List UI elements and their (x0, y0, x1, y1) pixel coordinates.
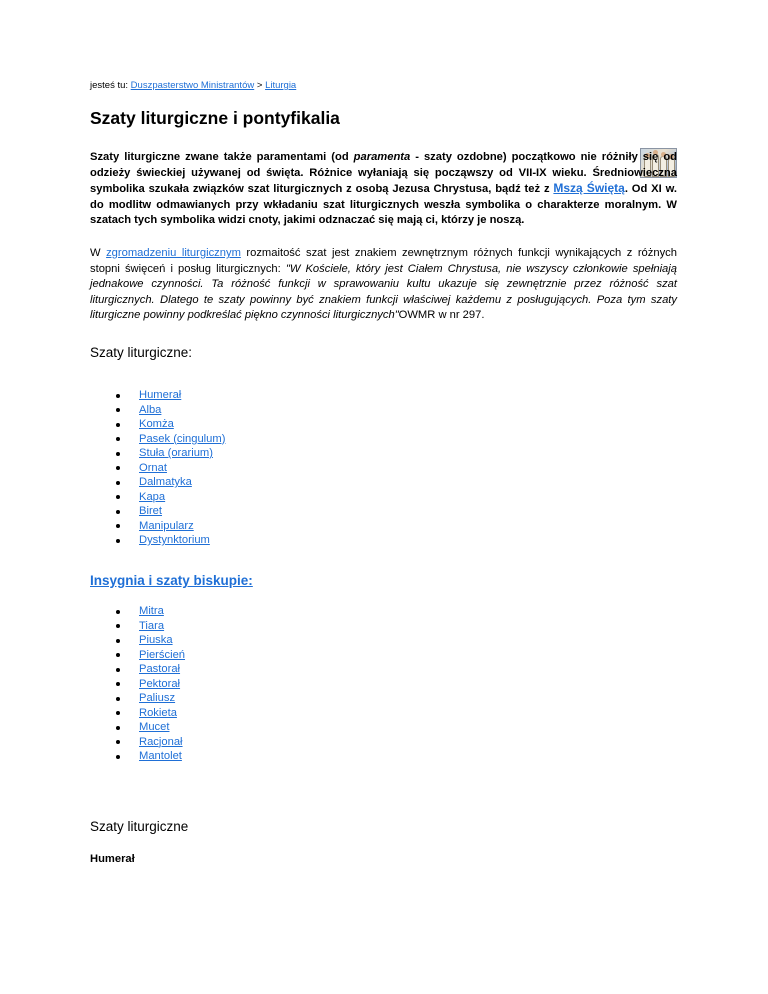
breadcrumb-separator: > (256, 80, 263, 91)
list-item-link[interactable]: Dystynktorium (139, 534, 210, 546)
list-item (114, 461, 225, 476)
breadcrumb (90, 80, 296, 91)
para2-text-3: OWMR w nr 297. (398, 309, 485, 322)
vestments-heading: Szaty liturgiczne: (90, 345, 193, 360)
para2-text-1: W (90, 247, 107, 259)
list-item-link[interactable]: Pasek (cingulum) (139, 432, 226, 445)
list-item-link[interactable]: Mantolet (139, 750, 182, 762)
zgromadzenie-link[interactable]: zgromadzeniu liturgicznym (106, 247, 241, 259)
list-item (114, 519, 225, 534)
list-item-link[interactable]: Pektorał (139, 677, 181, 690)
owmr-quote: "W Kościele, który jest Ciałem Chrystusa, nie wszyscy członkowie spełniają jednakowe czynności. Ta różność funkcji w sprawowaniu kultu ukazuje się zewnętrznie przez różność szat liturgicznych. Dlatego te szaty powinny być znakiem funkcji właściwej każdemu z posługujących. Poza tym szaty liturgiczne powinny podkreślać piękno czynności liturgicznych" (90, 262, 677, 322)
list-item (114, 417, 225, 432)
list-item-link[interactable]: Biret (139, 505, 163, 517)
section-subheading-humeral: Humerał (90, 853, 135, 865)
list-item-link[interactable]: Stuła (orarium) (139, 447, 213, 459)
intro-text-3: . Od XI w. do modlitw odmawianych przy wkładaniu szat liturgicznych weszła symbolika o charakterze moralnym. W szatach tych symbolika widzi cnoty, jakimi odznaczać się mają ci, którzy je noszą. (90, 183, 677, 227)
intro-text-2: - szaty ozdobne) początkowo nie różniły się od odzieży świeckiej używanej od święta. Różnice wyłaniają się począwszy od VII-IX wieku. Średniowieczna symbolika szukała związków szat liturgicznych z osobą Jezusa Chrystusa, bądź też z (90, 151, 677, 196)
list-item-link[interactable]: Humerał (139, 389, 182, 401)
list-item-link[interactable]: Alba (139, 403, 162, 416)
list-item-link[interactable]: Tiara (139, 619, 165, 632)
list-item (114, 504, 225, 519)
assembly-paragraph (90, 246, 677, 324)
list-item-link[interactable]: Pierścień (139, 648, 186, 661)
list-item-link[interactable]: Kapa (139, 490, 166, 503)
list-item-link[interactable]: Komża (139, 418, 174, 430)
page-title: Szaty liturgiczne i pontyfikalia (90, 108, 340, 128)
list-item-link[interactable]: Pastorał (139, 663, 181, 675)
breadcrumb-link-liturgia[interactable]: Liturgia (265, 80, 297, 91)
vestments-list (114, 388, 225, 548)
list-item (114, 706, 185, 721)
list-item (114, 475, 225, 490)
list-item (114, 432, 225, 447)
intro-text-1: Szaty liturgiczne zwane także paramentami (od (90, 151, 354, 163)
list-item (114, 604, 185, 619)
msza-swieta-link[interactable]: Mszą Świętą (553, 181, 625, 196)
list-item (114, 735, 185, 750)
list-item-link[interactable]: Mitra (139, 605, 164, 617)
list-item (114, 446, 225, 461)
list-item (114, 388, 225, 403)
breadcrumb-link-ministranci[interactable]: Duszpasterstwo Ministrantów (130, 80, 255, 91)
list-item (114, 490, 225, 505)
bishop-insignia-heading[interactable]: Insygnia i szaty biskupie: (90, 573, 253, 588)
breadcrumb-prefix: jesteś tu: (90, 80, 129, 91)
list-item (114, 691, 185, 706)
list-item-link[interactable]: Manipularz (139, 519, 194, 532)
list-item (114, 619, 185, 634)
list-item-link[interactable]: Mucet (139, 721, 170, 733)
list-item-link[interactable]: Rokieta (139, 706, 177, 719)
section-heading-vestments: Szaty liturgiczne (90, 819, 189, 834)
list-item (114, 662, 185, 677)
intro-italic-term: paramenta (353, 151, 411, 163)
list-item (114, 677, 185, 692)
list-item-link[interactable]: Piuska (139, 634, 173, 646)
list-item (114, 633, 185, 648)
para2-text-2: rozmaitość szat jest znakiem zewnętrznym różnych funkcji wynikających z różnych stopni święceń i posług liturgicznych: (90, 247, 677, 275)
list-item (114, 533, 225, 548)
list-item-link[interactable]: Dalmatyka (139, 476, 192, 488)
list-item (114, 720, 185, 735)
list-item-link[interactable]: Racjonał (139, 735, 183, 748)
list-item (114, 749, 185, 764)
list-item-link[interactable]: Paliusz (139, 692, 176, 704)
list-item-link[interactable]: Ornat (139, 461, 167, 474)
insignia-list (114, 604, 185, 764)
list-item (114, 648, 185, 663)
list-item (114, 403, 225, 418)
intro-paragraph (90, 150, 677, 229)
